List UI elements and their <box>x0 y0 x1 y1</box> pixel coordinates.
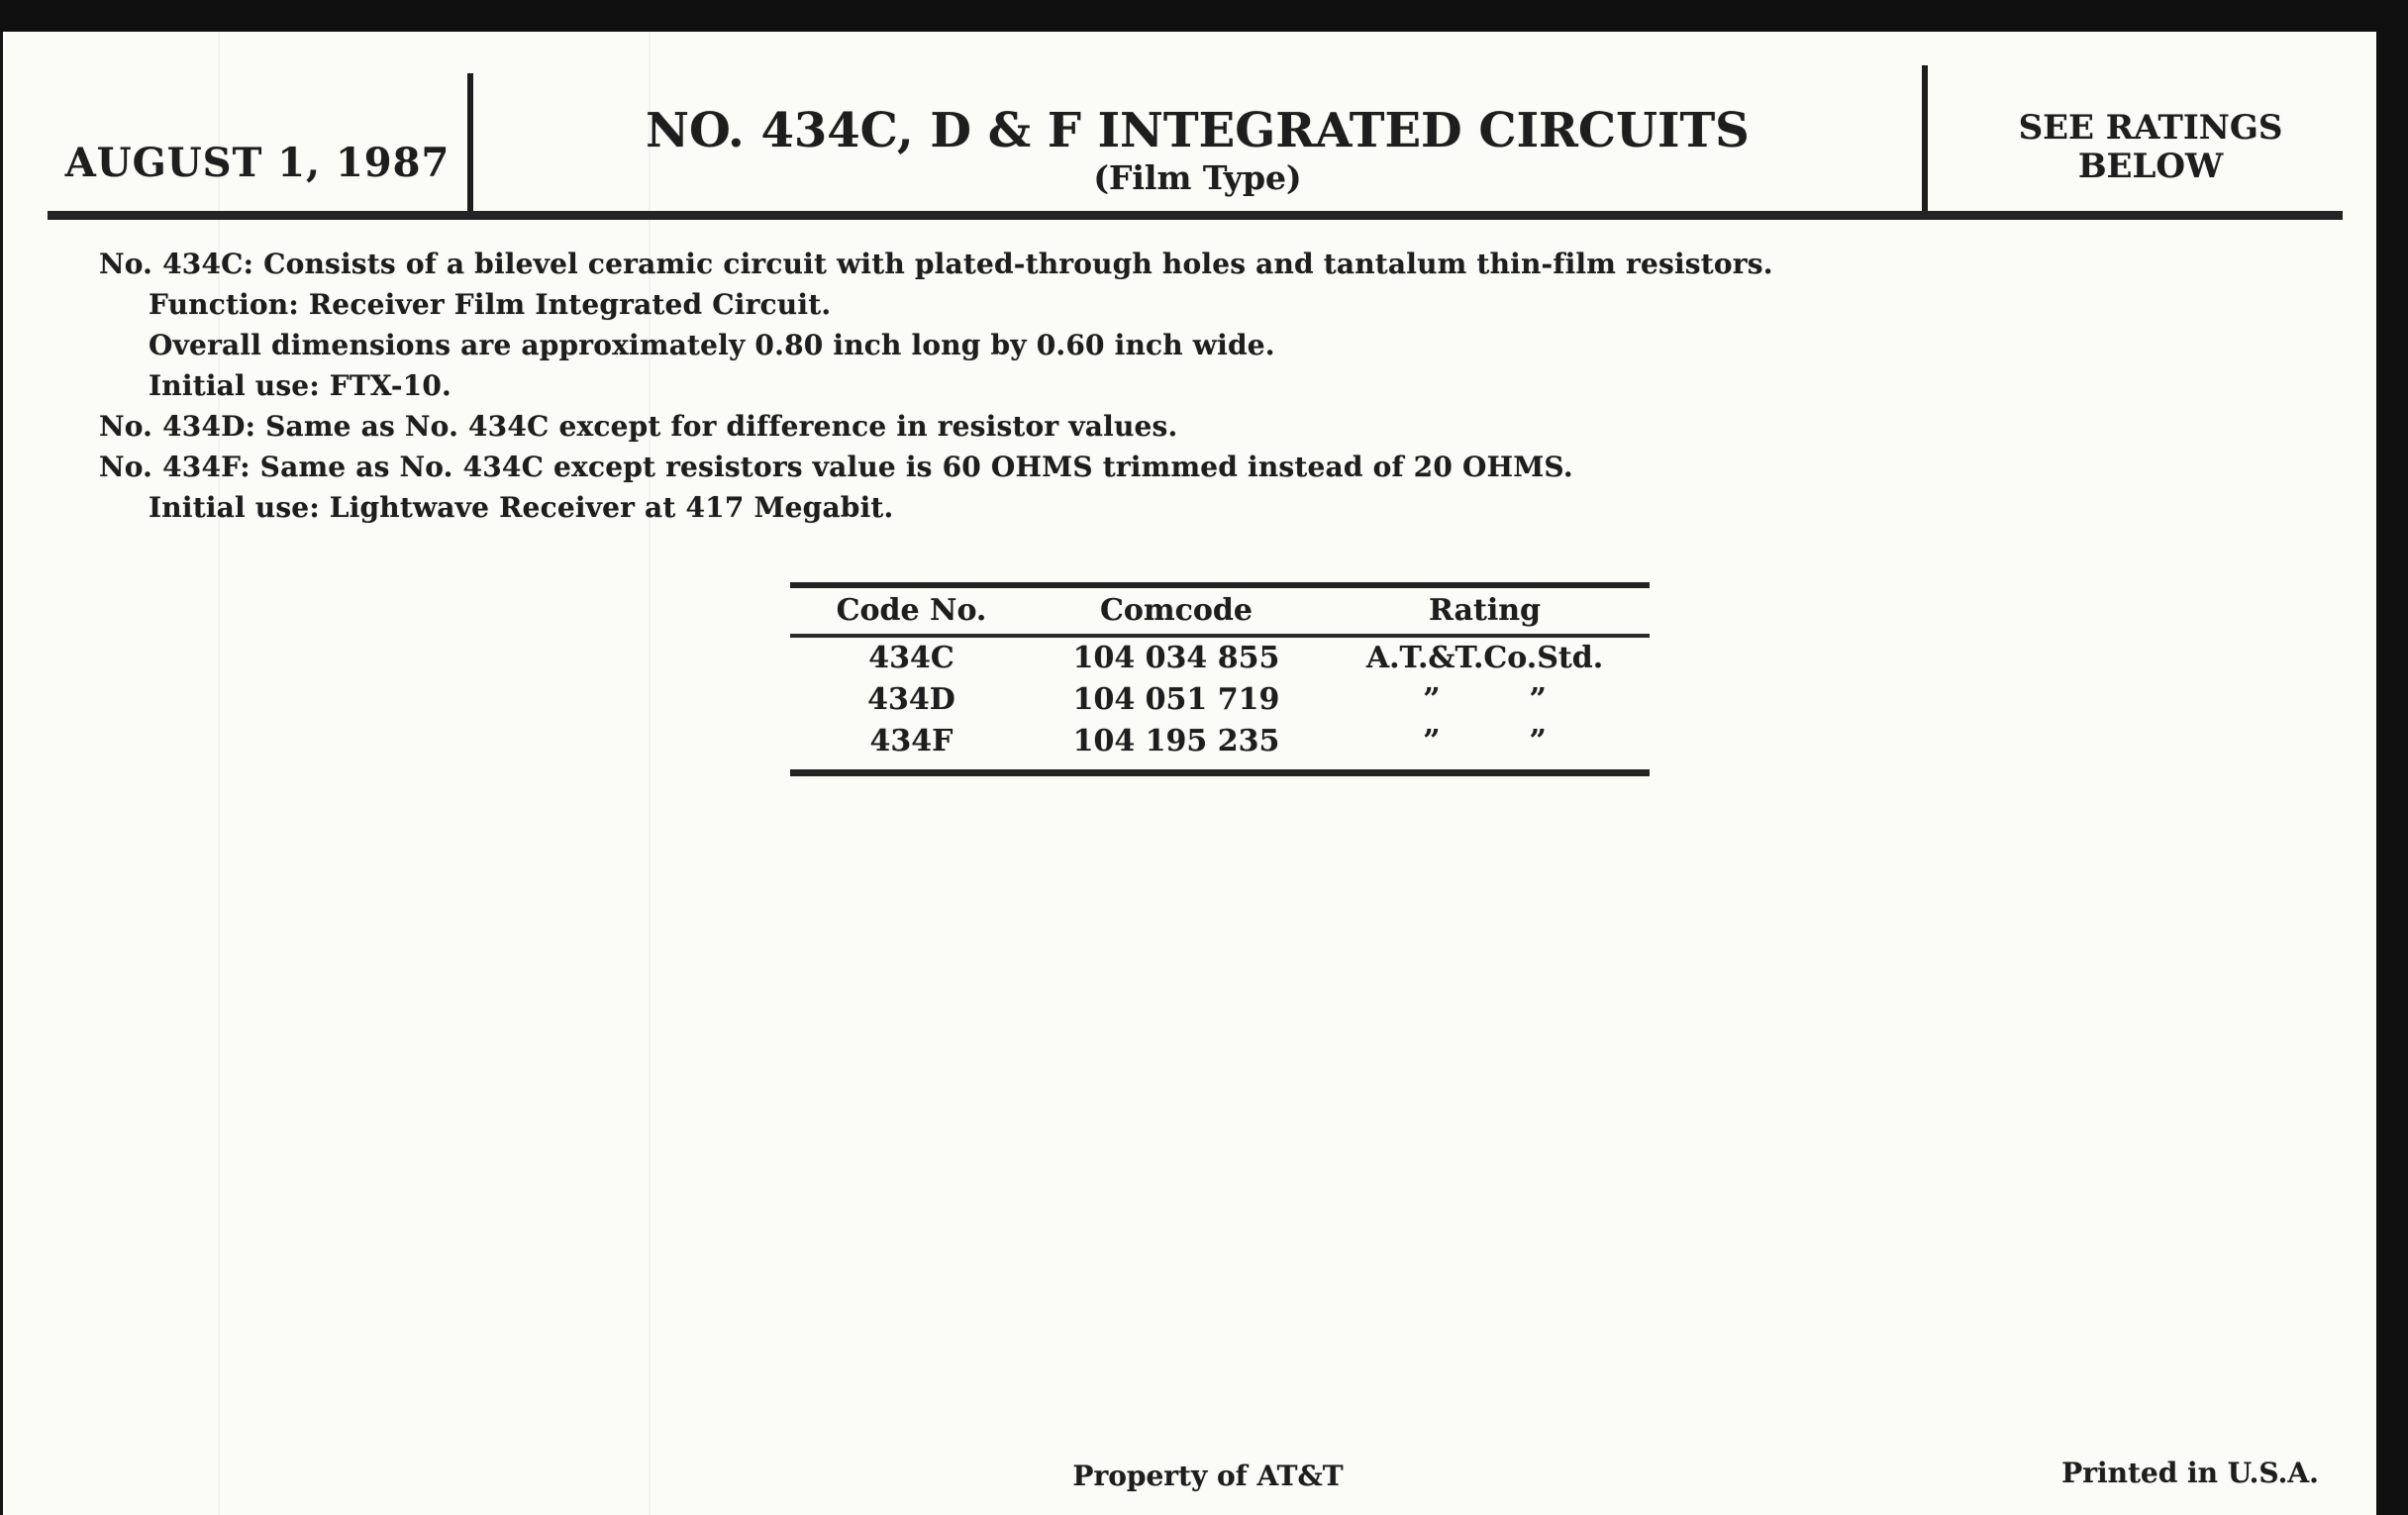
table-header-row <box>790 588 1650 634</box>
col-header-code-no: Code No. <box>836 593 987 628</box>
line-434f-description: No. 434F: Same as No. 434C except resistors value is 60 OHMS trimmed instead of 20 OHMS. <box>99 451 1573 483</box>
cell-comcode: 104 195 235 <box>1072 724 1280 758</box>
table-bottom-padding <box>790 762 1650 769</box>
line-function: Function: Receiver Film Integrated Circuit. <box>149 288 832 321</box>
col-header-rating: Rating <box>1428 593 1542 628</box>
footer-printed-notice: Printed in U.S.A. <box>2061 1457 2319 1489</box>
footer-property-notice: Property of AT&T <box>1072 1460 1344 1492</box>
table-row-434c <box>790 638 1650 679</box>
line-434d-description: No. 434D: Same as No. 434C except for difference in resistor values. <box>99 410 1178 443</box>
page-title: NO. 434C, D & F INTEGRATED CIRCUITS <box>646 103 1750 158</box>
cell-comcode: 104 051 719 <box>1072 682 1280 717</box>
table-row-434f <box>790 721 1650 762</box>
cell-comcode: 104 034 855 <box>1072 641 1280 675</box>
scan-border-right <box>2376 0 2408 1515</box>
cell-code: 434D <box>867 682 955 717</box>
cell-code: 434F <box>869 724 953 758</box>
line-dimensions: Overall dimensions are approximately 0.80 inch long by 0.60 inch wide. <box>149 329 1275 361</box>
table-row-434d <box>790 679 1650 721</box>
issue-date: AUGUST 1, 1987 <box>64 140 451 186</box>
code-table <box>790 582 1650 776</box>
cell-rating: A.T.&T.Co.Std. <box>1365 641 1604 675</box>
ratings-note <box>1925 109 2376 186</box>
col-header-comcode: Comcode <box>1100 593 1253 628</box>
table-rule-bottom <box>790 769 1650 776</box>
ratings-note-line1: SEE RATINGS <box>2018 108 2283 148</box>
line-434c-description: No. 434C: Consists of a bilevel ceramic circuit with plated-through holes and tantalum thin-film resistors. <box>99 248 1773 280</box>
line-initial-use-ftx10: Initial use: FTX-10. <box>149 369 452 402</box>
cell-rating-ditto: ” ” <box>1423 724 1547 758</box>
scan-border-top <box>0 0 2408 32</box>
line-initial-use-lightwave: Initial use: Lightwave Receiver at 417 Megabit. <box>149 491 894 524</box>
header-rule <box>48 211 2343 220</box>
scan-border-left <box>0 32 3 1515</box>
ratings-note-line2: BELOW <box>2077 147 2224 186</box>
page-subtitle: (Film Type) <box>1093 158 1302 197</box>
cell-rating-ditto: ” ” <box>1423 682 1547 717</box>
cell-code: 434C <box>868 641 954 675</box>
